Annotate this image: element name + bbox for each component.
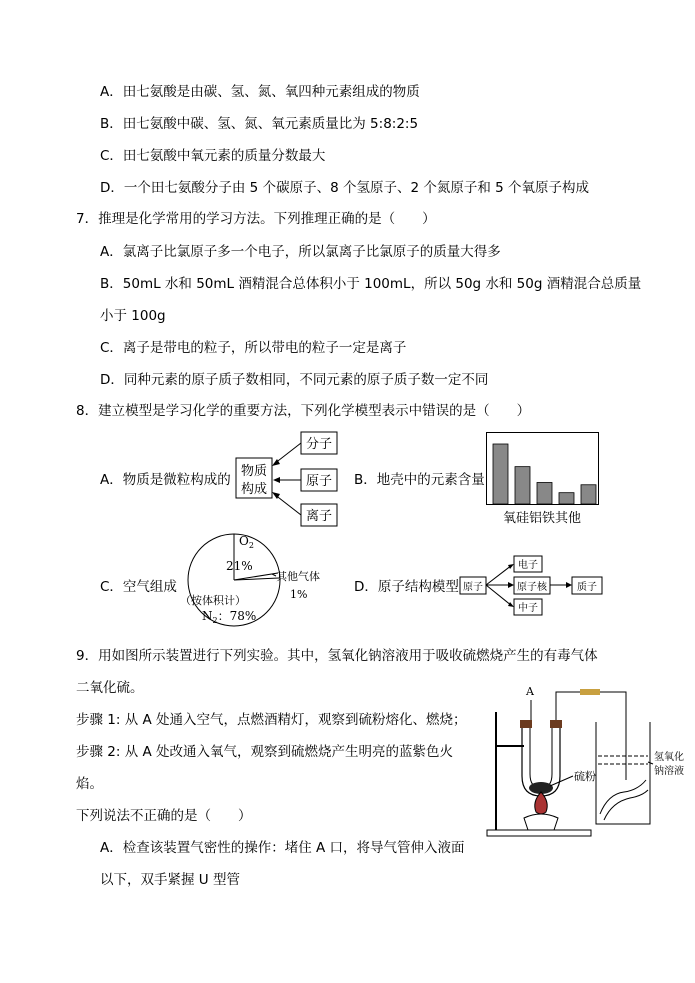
outlet-tube: [556, 692, 626, 780]
proton-node-text: 质子: [577, 582, 597, 593]
bar-铁: [559, 493, 574, 504]
arrowhead-neutron: [508, 602, 514, 607]
atom-structure-model: [459, 554, 605, 618]
arrowhead-nucleus: [508, 582, 514, 588]
q9-option-a-continued: 以下，双手紧握 U 型管: [100, 872, 240, 888]
other-gas-label: 其他气体: [276, 570, 320, 583]
sulfur-label: 硫粉: [574, 770, 596, 783]
matter-text-1: 物质: [240, 464, 268, 479]
arrow-electron: [486, 565, 512, 585]
electron-node-text: 电子: [518, 560, 538, 571]
q9-stem-continued: 二氧化硫。: [76, 680, 144, 696]
stopper-right: [550, 720, 562, 728]
wood-grain-1: [600, 780, 646, 814]
stopper-left: [520, 720, 532, 728]
q6-option-c: C．田七氨酸中氧元素的质量分数最大: [100, 148, 326, 164]
alcohol-lamp: [524, 814, 558, 830]
chart-caption: 氧硅铝铁其他: [502, 511, 582, 526]
wood-grain-2: [604, 790, 648, 820]
stand-base: [487, 830, 591, 836]
q9-step-2: 步骤 2: 从 A 处改通入氧气，观察到硫燃烧产生明亮的蓝紫色火: [76, 744, 454, 760]
q6-option-d: D．一个田七氨酸分子由 5 个碳原子、8 个氢原子、2 个氮原子和 5 个氧原子构成: [100, 180, 589, 196]
q7-option-c: C．离子是带电的粒子，所以带电的粒子一定是离子: [100, 340, 407, 356]
n2-label: $N_2$：78%: [202, 609, 257, 625]
atom-node-text: 原子: [463, 582, 483, 593]
beaker: [596, 722, 650, 824]
q9-step-1: 步骤 1: 从 A 处通入空气，点燃酒精灯，观察到硫粉熔化、燃烧；: [76, 712, 467, 728]
q8-option-b-label: B．地壳中的元素含量: [354, 472, 485, 488]
q9-option-a: A．检查该装置气密性的操作：堵住 A 口，将导气管伸入液面: [100, 840, 465, 856]
bar-其他: [581, 485, 596, 504]
tube-connector: [580, 689, 600, 695]
naoh-label-1: 氢氧化: [654, 752, 684, 763]
q9-step-2-continued: 焰。: [76, 776, 103, 792]
q7-option-b: B．50mL 水和 50mL 酒精混合总体积小于 100mL，所以 50g 水和 50g 酒精混合总质量: [100, 276, 642, 292]
q6-option-a: A．田七氨酸是由碳、氢、氮、氧四种元素组成的物质: [100, 84, 420, 100]
arrow-head-atom: [273, 477, 280, 483]
crust-element-chart: [486, 432, 600, 530]
arrow-neutron: [486, 585, 512, 606]
q9-apparatus-figure: [484, 684, 692, 840]
q6-option-b: B．田七氨酸中碳、氢、氮、氧元素质量比为 5:8:2:5: [100, 116, 419, 132]
inlet-label-a: A: [526, 685, 534, 698]
bar-氧: [493, 444, 508, 504]
bar-铝: [537, 482, 552, 504]
bar-硅: [515, 467, 530, 504]
atom-text: 原子: [305, 474, 333, 489]
ion-text: 离子: [305, 509, 333, 524]
naoh-label-2: 钠溶液: [654, 766, 684, 777]
q8-option-c-label: C．空气组成: [100, 579, 177, 595]
q7-stem: 7．推理是化学常用的学习方法。下列推理正确的是（ ）: [76, 211, 436, 227]
q7-option-d: D．同种元素的原子质子数相同，不同元素的原子质子数一定不同: [100, 372, 489, 388]
o2-symbol: $O_2$: [239, 534, 254, 550]
q8-option-a-label: A．物质是微粒构成的: [100, 472, 231, 488]
sulfur-leader: [550, 776, 573, 786]
u-tube-inner: [530, 726, 552, 788]
matter-text-2: 构成: [240, 482, 268, 497]
by-volume-note: （按体积计）: [180, 594, 246, 607]
arrowhead-proton: [566, 582, 572, 588]
arrowhead-electron: [508, 564, 514, 569]
q8-option-a-diagram: [234, 428, 344, 530]
o2-percent: 21%: [226, 559, 253, 573]
molecule-text: 分子: [305, 437, 333, 452]
nucleus-node-text: 原子核: [517, 582, 547, 593]
q9-stem: 9．用如图所示装置进行下列实验。其中，氢氧化钠溶液用于吸收硫燃烧产生的有毒气体: [76, 648, 598, 664]
q9-question: 下列说法不正确的是（ ）: [76, 808, 252, 824]
q7-option-a: A．氯离子比氯原子多一个电子，所以氯离子比氯原子的质量大得多: [100, 244, 501, 260]
other-gas-percent: 1%: [290, 588, 308, 601]
neutron-node-text: 中子: [518, 603, 538, 614]
q8-option-d-label: D．原子结构模型: [354, 579, 459, 595]
q7-option-b-continued: 小于 100g: [100, 308, 166, 324]
q8-stem: 8．建立模型是学习化学的重要方法，下列化学模型表示中错误的是（ ）: [76, 403, 531, 419]
air-composition-pie: [172, 532, 322, 632]
